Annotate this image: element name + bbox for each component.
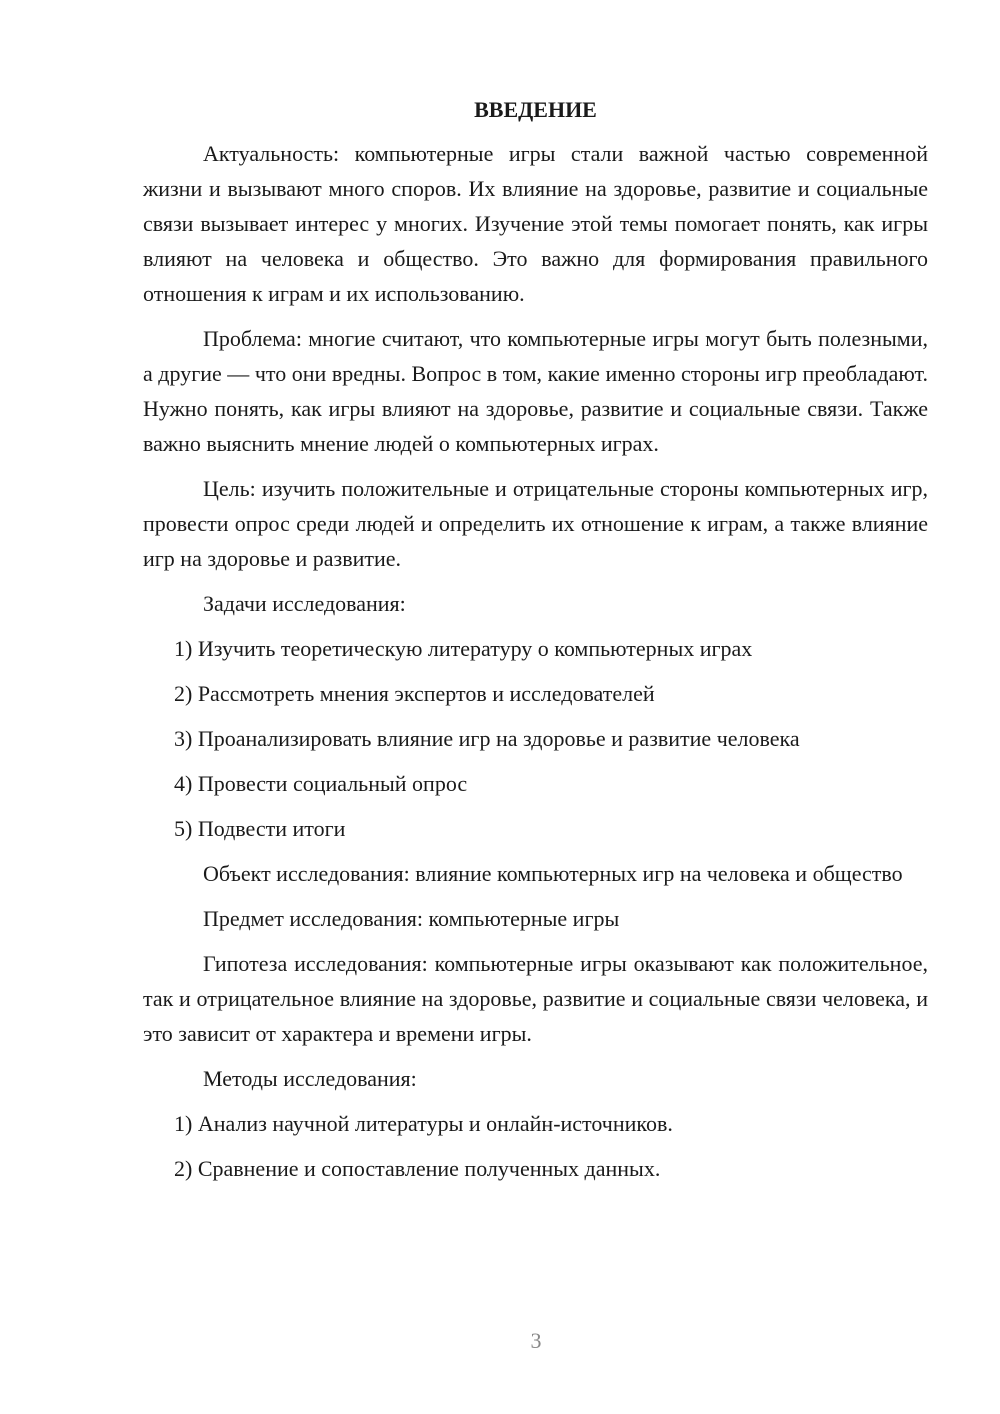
task-item: 4) Провести социальный опрос — [174, 771, 468, 796]
method-item: 2) Сравнение и сопоставление полученных данных. — [174, 1156, 661, 1181]
task-item: 5) Подвести итоги — [174, 816, 346, 841]
task-item: 2) Рассмотреть мнения экспертов и исследователей — [174, 681, 655, 706]
task-item: 1) Изучить теоретическую литературу о компьютерных играх — [174, 636, 753, 661]
methods-heading: Методы исследования: — [203, 1066, 417, 1091]
relevance-paragraph: Актуальность: компьютерные игры стали важной частью современной жизни и вызывают много споров. Их влияние на здоровье, развитие и социальные связи вызывает интерес у многих. Изучение этой темы помогает понять, как игры влияют на человека и общество. Это важно для формирования правильного отношения к играм и их использованию. — [143, 141, 928, 306]
method-item: 1) Анализ научной литературы и онлайн-источников. — [174, 1111, 673, 1136]
object-paragraph: Объект исследования: влияние компьютерных игр на человека и общество — [203, 861, 903, 886]
tasks-heading: Задачи исследования: — [203, 591, 406, 616]
tasks-list — [143, 631, 928, 846]
problem-paragraph: Проблема: многие считают, что компьютерные игры могут быть полезными, а другие — что они вредны. Вопрос в том, какие именно стороны игр преобладают. Нужно понять, как игры влияют на здоровье, развитие и социальные связи. Также важно выяснить мнение людей о компьютерных играх. — [143, 326, 928, 456]
hypothesis-paragraph: Гипотеза исследования: компьютерные игры оказывают как положительное, так и отрицательное влияние на здоровье, развитие и социальные связи человека, и это зависит от характера и времени игры. — [143, 951, 928, 1046]
goal-paragraph: Цель: изучить положительные и отрицательные стороны компьютерных игр, провести опрос среди людей и определить их отношение к играм, а также влияние игр на здоровье и развитие. — [143, 476, 928, 571]
task-item: 3) Проанализировать влияние игр на здоровье и развитие человека — [174, 726, 800, 751]
methods-list — [143, 1106, 928, 1186]
page-number: 3 — [530, 1328, 542, 1353]
subject-paragraph: Предмет исследования: компьютерные игры — [203, 906, 620, 931]
document-page — [143, 94, 928, 1196]
section-title: ВВЕДЕНИЕ — [474, 97, 597, 122]
